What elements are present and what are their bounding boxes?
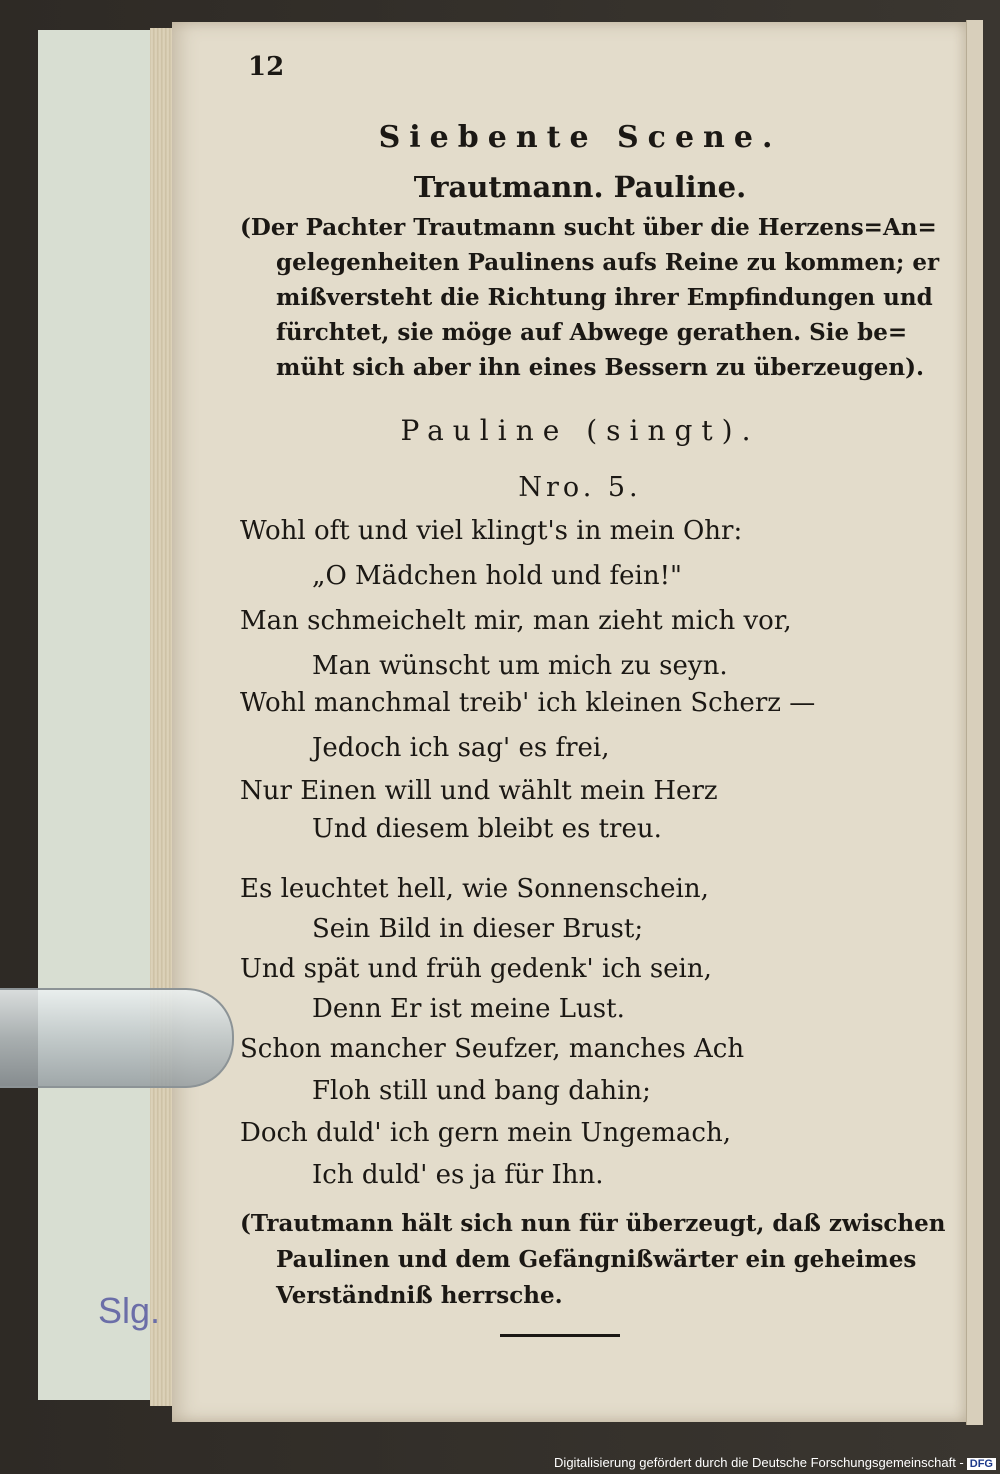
- page-clip: [0, 988, 234, 1088]
- credit-text: Digitalisierung gefördert durch die Deutsche Forschungsgemeinschaft -: [554, 1455, 964, 1470]
- left-page-margin: [38, 30, 159, 1400]
- verse-line: Ich duld' es ja für Ihn.: [312, 1160, 604, 1190]
- verse-line: Jedoch ich sag' es frei,: [312, 733, 610, 763]
- scene-heading: Siebente Scene.: [378, 120, 782, 155]
- stage-direction-line: Verständniß herrsche.: [276, 1282, 563, 1309]
- verse-line: Und diesem bleibt es treu.: [312, 814, 662, 844]
- verse-line: Wohl oft und viel klingt's in mein Ohr:: [240, 516, 743, 546]
- verse-line: Es leuchtet hell, wie Sonnenschein,: [240, 874, 709, 904]
- stage-direction-line: Paulinen und dem Gefängnißwärter ein geheimes: [276, 1246, 917, 1273]
- library-stamp: Slg.: [98, 1290, 161, 1331]
- verse-line: Doch duld' ich gern mein Ungemach,: [240, 1118, 731, 1148]
- right-page-edge: [966, 20, 983, 1425]
- verse-line: Und spät und früh gedenk' ich sein,: [240, 954, 712, 984]
- stage-direction-line: fürchtet, sie möge auf Abwege gerathen. Sie be=: [276, 319, 908, 346]
- character-list: Trautmann. Pauline.: [413, 170, 747, 204]
- verse-line: Schon mancher Seufzer, manches Ach: [240, 1034, 745, 1064]
- stage-direction-line: mißversteht die Richtung ihrer Empfindungen und: [276, 284, 933, 311]
- digitization-credit: [554, 1455, 996, 1470]
- dfg-logo: DFG: [967, 1458, 996, 1470]
- stage-direction-line: müht sich aber ihn eines Bessern zu überzeugen).: [276, 354, 924, 381]
- verse-line: „O Mädchen hold und fein!": [312, 561, 683, 591]
- stage-direction-line: (Der Pachter Trautmann sucht über die Herzens=An=: [240, 214, 937, 241]
- stage-direction-line: gelegenheiten Paulinens aufs Reine zu kommen; er: [276, 249, 940, 276]
- verse-line: Floh still und bang dahin;: [312, 1076, 651, 1106]
- page-number: 12: [248, 52, 285, 82]
- stage-direction-line: (Trautmann hält sich nun für überzeugt, daß zwischen: [240, 1210, 946, 1237]
- verse-line: Man wünscht um mich zu seyn.: [312, 651, 728, 681]
- verse-line: Wohl manchmal treib' ich kleinen Scherz —: [240, 688, 816, 718]
- song-number: Nro. 5.: [518, 472, 642, 503]
- verse-line: Man schmeichelt mir, man zieht mich vor,: [240, 606, 792, 636]
- verse-line: Sein Bild in dieser Brust;: [312, 914, 644, 944]
- speaker-heading: Pauline (singt).: [400, 414, 760, 447]
- verse-line: Nur Einen will und wählt mein Herz: [240, 776, 718, 806]
- verse-line: Denn Er ist meine Lust.: [312, 994, 625, 1024]
- closing-rule: [500, 1334, 620, 1337]
